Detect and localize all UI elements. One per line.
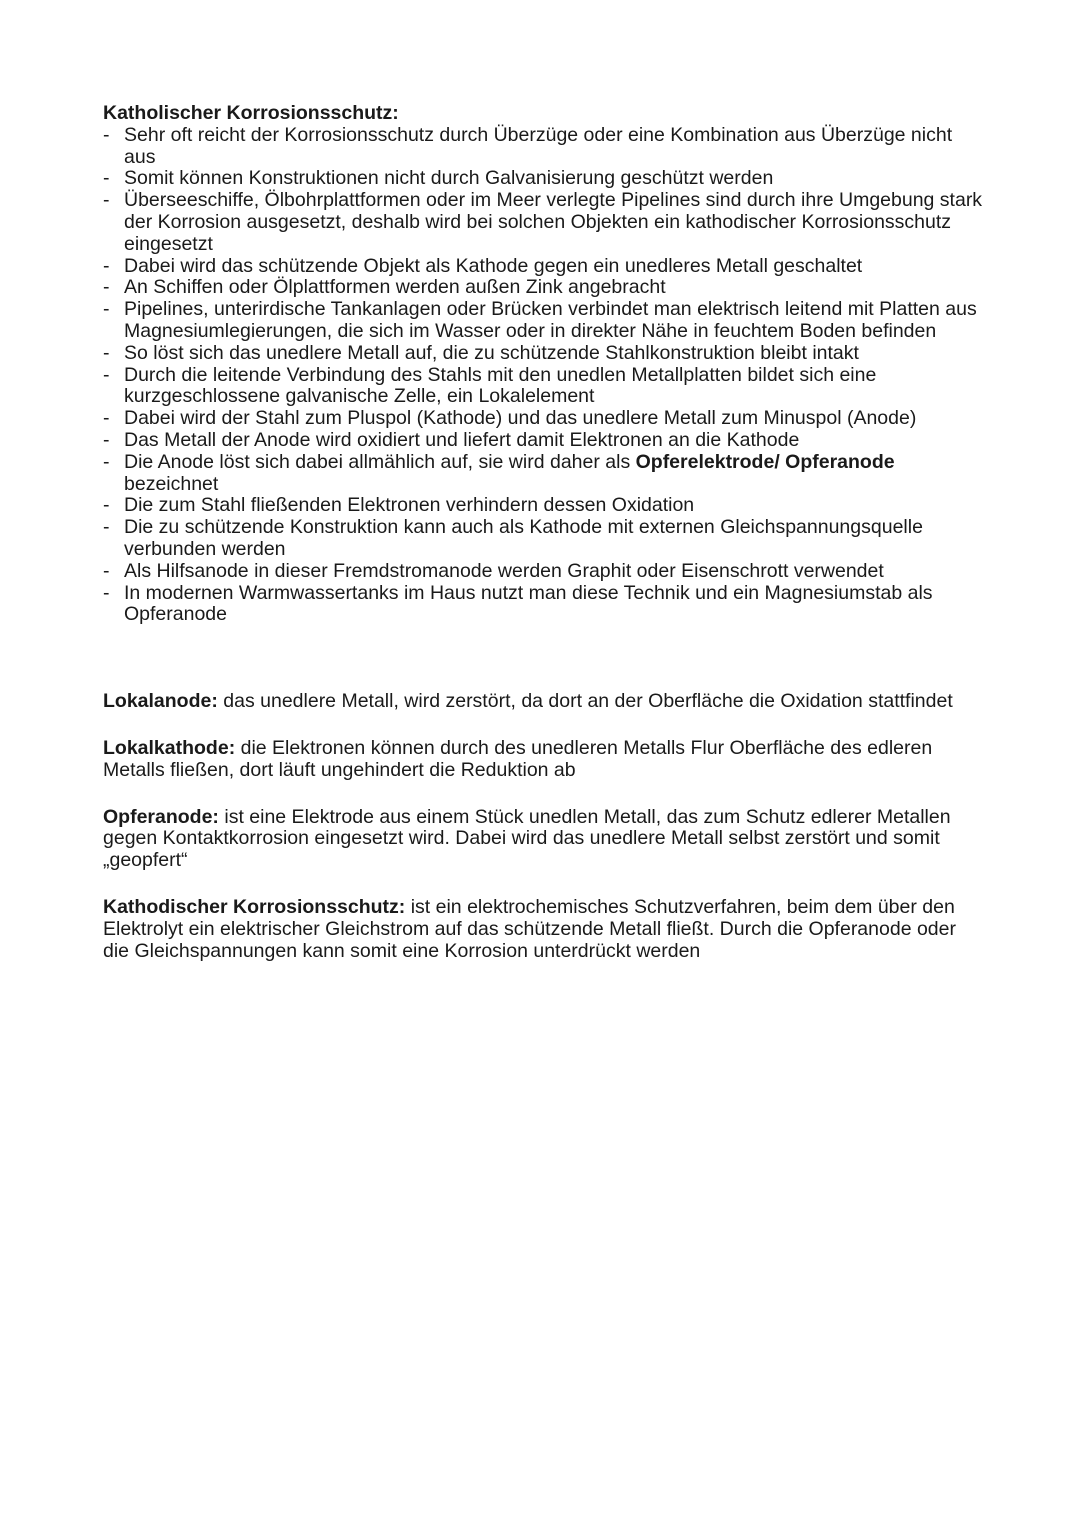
bullet-item: - Überseeschiffe, Ölbohrplattformen oder im Meer verlegte Pipelines sind durch ihre Umgebung stark der Korrosion ausgesetzt, deshalb wird bei solchen Objekten ein kathodischer Korrosionsschutz eingesetzt: [103, 190, 983, 255]
section-heading: Katholischer Korrosionsschutz:: [103, 102, 399, 124]
definitions-section: [103, 691, 983, 962]
definition-term: Lokalanode:: [103, 690, 218, 713]
definition-lokalanode: [103, 691, 983, 713]
definition-kathodischer-korrosionsschutz: [103, 897, 983, 962]
definition-term: Opferanode:: [103, 805, 219, 828]
definition-text: die Elektronen können durch des unedleren Metalls Flur Oberfläche des edleren Metalls fließen, dort läuft ungehindert die Reduktion ab: [103, 736, 933, 781]
definition-term: Lokalkathode:: [103, 736, 236, 759]
document-page: [103, 103, 983, 987]
bullet-item: - Somit können Konstruktionen nicht durch Galvanisierung geschützt werden: [103, 168, 983, 190]
definition-term: Kathodischer Korrosionsschutz:: [103, 895, 406, 918]
bullet-item: - Dabei wird das schützende Objekt als Kathode gegen ein unedleres Metall geschaltet: [103, 256, 983, 278]
bullet-item: - Pipelines, unterirdische Tankanlagen oder Brücken verbindet man elektrisch leitend mit Platten aus Magnesiumlegierungen, die sich im Wasser oder in direkter Nähe in feuchtem Boden befinden: [103, 299, 983, 343]
definition-text: ist ein elektrochemisches Schutzverfahren, beim dem über den Elektrolyt ein elektrischer Gleichstrom auf das schützende Metall fließt. Durch die Opferanode oder die Gleichspannungen kann somit eine Korrosion unterdrückt werden: [103, 895, 956, 962]
bullet-item: - So löst sich das unedlere Metall auf, die zu schützende Stahlkonstruktion bleibt intakt: [103, 343, 983, 365]
bullet-item: - Die Anode löst sich dabei allmählich auf, sie wird daher als Opferelektrode/ Opferanode bezeichnet: [103, 452, 983, 496]
bullet-item: - Durch die leitende Verbindung des Stahls mit den unedlen Metallplatten bildet sich eine kurzgeschlossene galvanische Zelle, ein Lokalelement: [103, 365, 983, 409]
bullet-item: - Sehr oft reicht der Korrosionsschutz durch Überzüge oder eine Kombination aus Überzüge nicht aus: [103, 125, 983, 169]
bullet-item: - In modernen Warmwassertanks im Haus nutzt man diese Technik und ein Magnesiumstab als Opferanode: [103, 583, 983, 627]
definition-opferanode: [103, 807, 983, 872]
bullet-item: - Dabei wird der Stahl zum Pluspol (Kathode) und das unedlere Metall zum Minuspol (Anode): [103, 408, 983, 430]
bullet-item: - Die zum Stahl fließenden Elektronen verhindern dessen Oxidation: [103, 495, 983, 517]
bullet-item: - An Schiffen oder Ölplattformen werden außen Zink angebracht: [103, 277, 983, 299]
definition-text: das unedlere Metall, wird zerstört, da dort an der Oberfläche die Oxidation stattfindet: [217, 690, 953, 713]
bold-term: Opferelektrode/ Opferanode: [635, 450, 895, 473]
definition-text: ist eine Elektrode aus einem Stück unedlen Metall, das zum Schutz edlerer Metallen gegen Kontaktkorrosion eingesetzt wird. Dabei wird das unedlere Metall selbst zerstört und somit „geopfert“: [103, 805, 951, 872]
bullet-item: - Als Hilfsanode in dieser Fremdstromanode werden Graphit oder Eisenschrott verwendet: [103, 561, 983, 583]
definition-lokalkathode: [103, 738, 983, 782]
bullet-item: - Die zu schützende Konstruktion kann auch als Kathode mit externen Gleichspannungsquelle verbunden werden: [103, 517, 983, 561]
bullet-list: [103, 125, 983, 626]
bullet-item: - Das Metall der Anode wird oxidiert und liefert damit Elektronen an die Kathode: [103, 430, 983, 452]
